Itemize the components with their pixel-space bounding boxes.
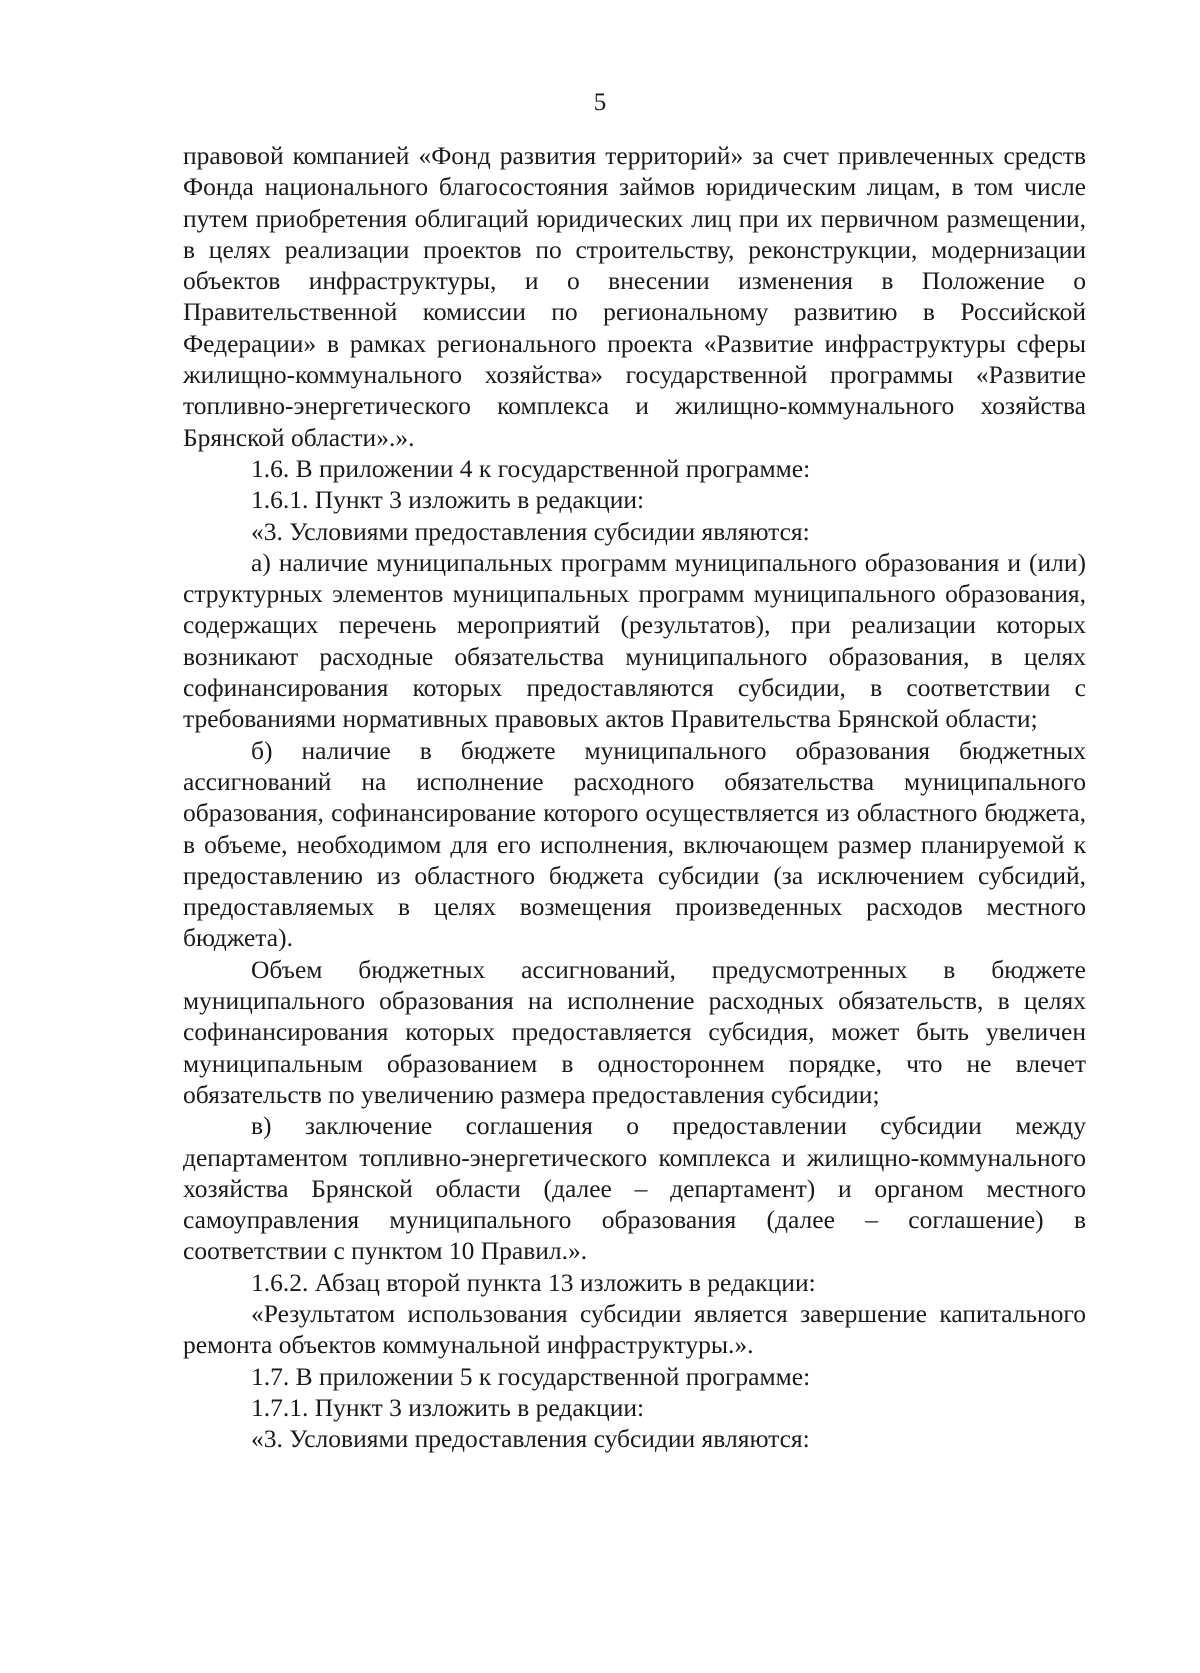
paragraph-budget-volume: Объем бюджетных ассигнований, предусмотренных в бюджете муниципального образования на исполнение расходных обязательств, в целях софинансирования которых предоставляется субсидия, может быть увеличен муниципальным образованием в одностороннем порядке, что не влечет обязательств по увеличению размера предоставления субсидии; [183, 954, 1086, 1109]
paragraph-condition-c: в) заключение соглашения о предоставлении субсидии между департаментом топливно-энергетического комплекса и жилищно-коммунального хозяйства Брянской области (далее – департамент) и органом местного самоуправления муниципального образования (далее – соглашение) в соответствии с пунктом 10 Правил.». [183, 1111, 1086, 1266]
paragraph-conditions-heading: «3. Условиями предоставления субсидии являются: [251, 516, 810, 546]
paragraph-item-1-7: 1.7. В приложении 5 к государственной программе: [251, 1361, 811, 1391]
paragraph-condition-a: а) наличие муниципальных программ муниципального образования и (или) структурных элементов муниципальных программ муниципального образования, содержащих перечень мероприятий (результатов), при реализации которых возникают расходные обязательства муниципального образования, в целях софинансирования которых предоставляются субсидии, в соответствии с требованиями нормативных правовых актов Правительства Брянской области; [183, 547, 1086, 734]
paragraph-condition-b: б) наличие в бюджете муниципального образования бюджетных ассигнований на исполнение расходного обязательства муниципального образования, софинансирование которого осуществляется из областного бюджета, в объеме, необходимом для его исполнения, включающем размер планируемой к предоставлению из областного бюджета субсидии (за исключением субсидий, предоставляемых в целях возмещения произведенных расходов местного бюджета). [183, 735, 1086, 953]
paragraph-item-1-7-1: 1.7.1. Пункт 3 изложить в редакции: [251, 1392, 645, 1422]
paragraph-item-1-6-2: 1.6.2. Абзац второй пункта 13 изложить в редакции: [251, 1267, 816, 1297]
paragraph-continuation: правовой компанией «Фонд развития территорий» за счет привлеченных средств Фонда национального благосостояния займов юридическим лицам, в том числе путем приобретения облигаций юридических лиц при их первичном размещении, в целях реализации проектов по строительству, реконструкции, модернизации объектов инфраструктуры, и о внесении изменения в Положение о Правительственной комиссии по региональному развитию в Российской Федерации» в рамках регионального проекта «Развитие инфраструктуры сферы жилищно-коммунального хозяйства» государственной программы «Развитие топливно-энергетического комплекса и жилищно-коммунального хозяйства Брянской области».». [183, 141, 1086, 452]
paragraph-conditions-heading-2: «3. Условиями предоставления субсидии являются: [251, 1424, 810, 1454]
paragraph-result-quote: «Результатом использования субсидии является завершение капитального ремонта объектов коммунальной инфраструктуры.». [183, 1298, 1086, 1360]
paragraph-item-1-6: 1.6. В приложении 4 к государственной программе: [251, 453, 811, 483]
paragraph-item-1-6-1: 1.6.1. Пункт 3 изложить в редакции: [251, 485, 645, 515]
page-number: 5 [593, 89, 607, 116]
document-body [183, 140, 1086, 1454]
